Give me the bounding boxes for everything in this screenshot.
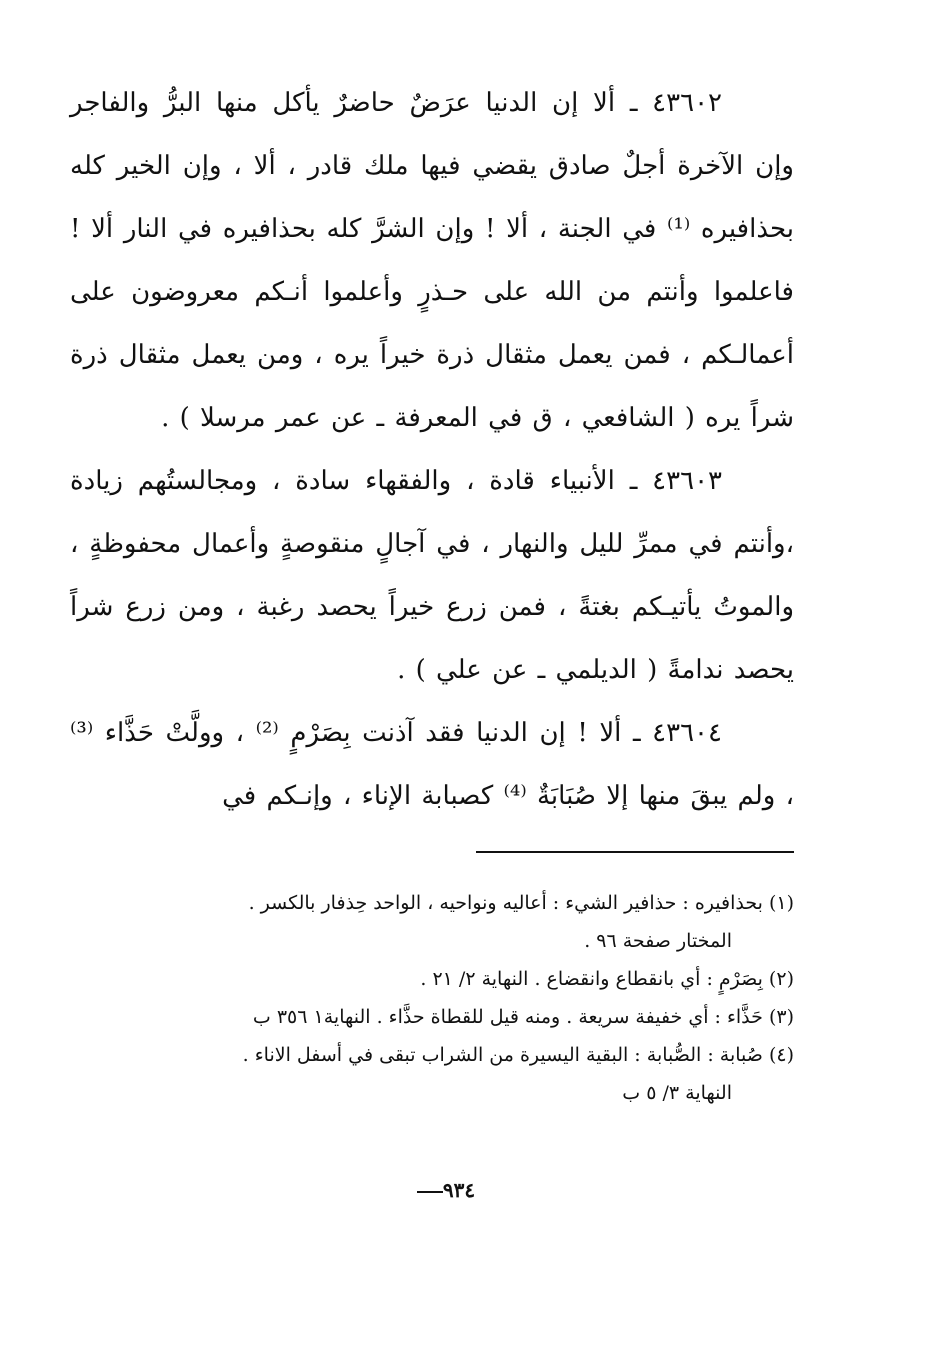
hadith-paragraph-43604: ٤٣٦٠٤ ـ ألا ! إن الدنيا فقد آذنت بِصَرْمٍ ⁽²⁾ ، وولَّتْ حَذَّاء ⁽³⁾ ، ولم يبقَ منها إلا صُبَابَةٌ ⁽⁴⁾ كصبابة الإناء ، وإنـكم في <box>70 718 794 811</box>
page-number-value: ٩٣٤ <box>442 1178 476 1202</box>
hadith-text-block <box>70 72 794 828</box>
footnote-4: (٤) صُبابة : الصُّبابة : البقية اليسيرة من الشراب تبقى في أسفل الاناء . <box>242 1044 794 1066</box>
footnote-1-continued: المختار صفحة ٩٦ . <box>584 930 732 952</box>
footnote-4-continued: النهاية ٣/ ٥ ب <box>622 1082 732 1104</box>
hadith-paragraph-43602: ٤٣٦٠٢ ـ ألا إن الدنيا عرَضٌ حاضرٌ يأكل منها البرُّ والفاجر وإن الآخرة أجلٌ صادق يقضي فيها ملك قادر ، ألا ، وإن الخير كله بحذافيره ⁽¹⁾ في الجنة ، ألا ! وإن الشرَّ كله بحذافيره في النار ألا ! فاعلموا وأنتم من الله على حـذرٍ وأعلموا أنـكم معروضون على أعمالـكم ، فمن يعمل مثقال ذرة خيراً يره ، ومن يعمل مثقال ذرة شراً يره ( الشافعي ، ق في المعرفة ـ عن عمر مرسلا ) . <box>70 88 794 433</box>
footnote-3: (٣) حَذَّاء : أي خفيفة سريعة . ومنه قيل للقطاة حذَّاء . النهاية١ ٣٥٦ ب <box>252 1006 794 1028</box>
footnote-2: (٢) بِصَرْمٍ : أي بانقطاع وانقضاع . النهاية ٢/ ٢١ . <box>420 968 794 990</box>
page-number <box>400 1178 490 1202</box>
page-number-dash <box>417 1191 443 1193</box>
hadith-paragraph-43603: ٤٣٦٠٣ ـ الأنبياء قادة ، والفقهاء سادة ، ومجالستُهم زيادة ،وأنتم في ممرِّ لليل والنهار ، في آجالٍ منقوصةٍ وأعمال محفوظةٍ ، والموتُ يأتيـكم بغتةً ، فمن زرع خيراً يحصد رغبة ، ومن زرع شراً يحصد ندامةً ( الديلمي ـ عن علي ) . <box>70 466 794 685</box>
footnotes-block <box>78 884 794 1112</box>
footnote-1: (١) بحذافيره : حذافير الشيء : أعاليه ونواحيه ، الواحد حِذفار بالكسر . <box>248 892 794 914</box>
footnote-separator <box>476 851 794 853</box>
